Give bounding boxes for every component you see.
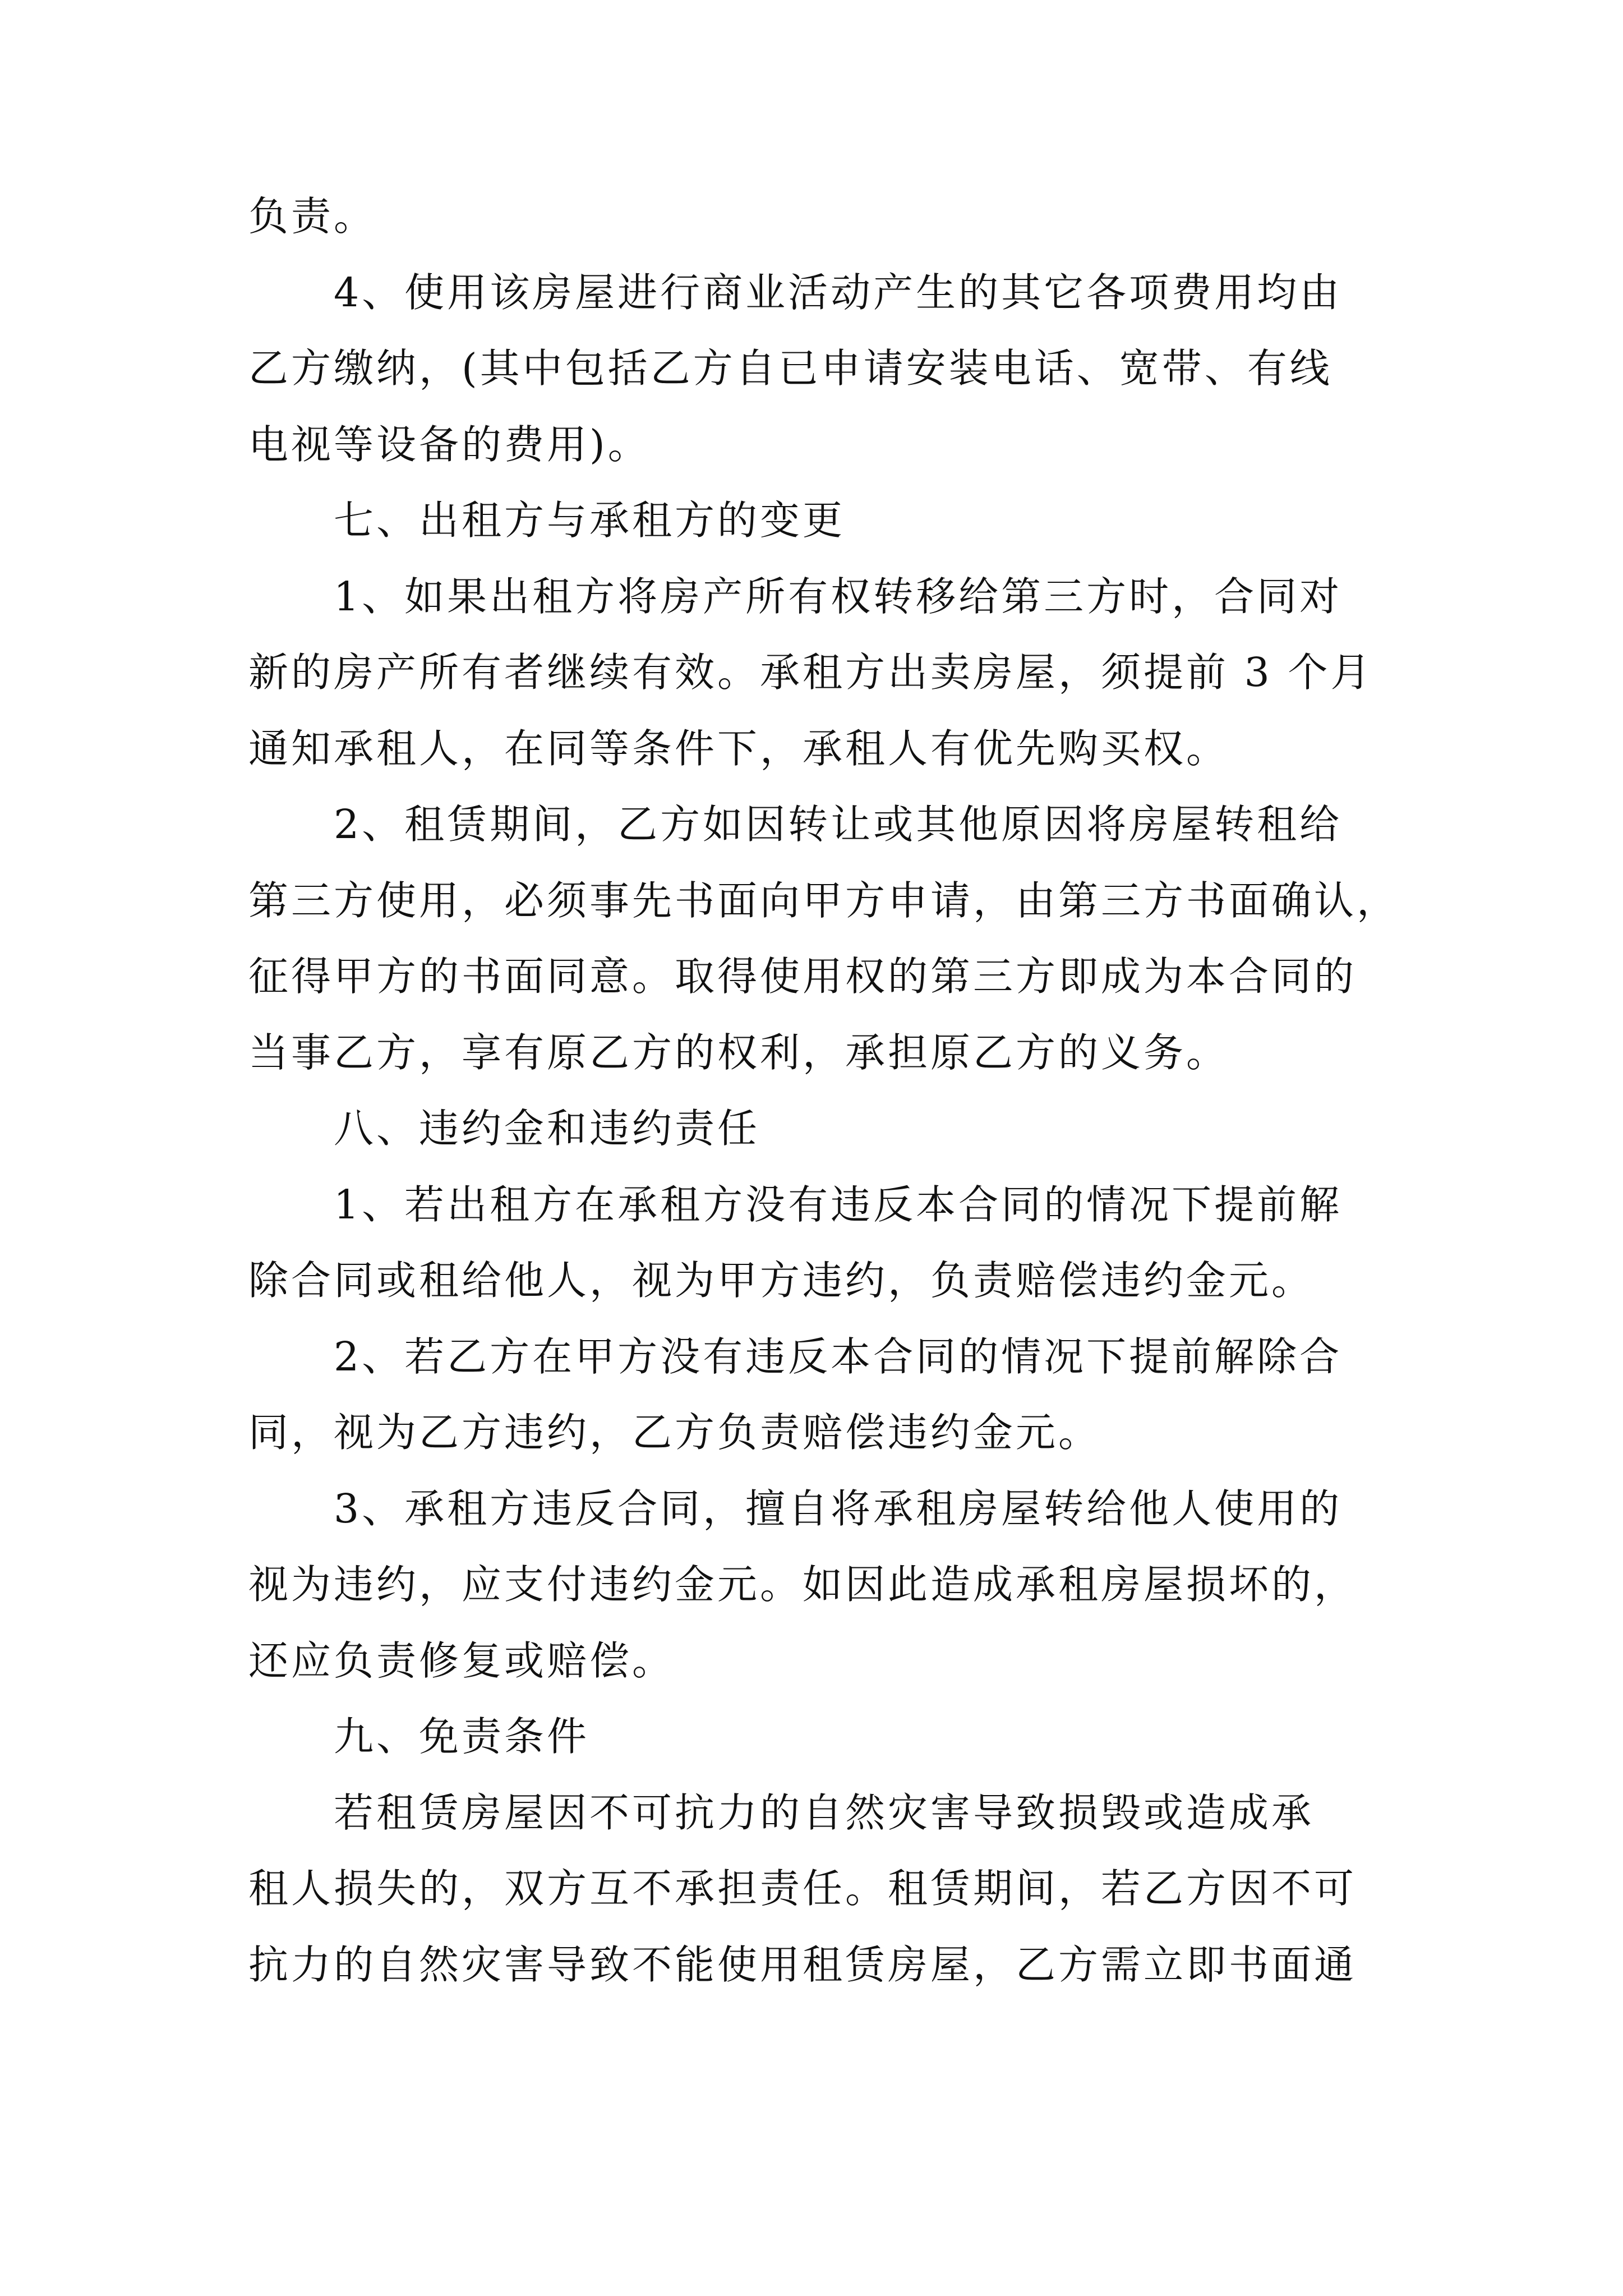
text-line: 负责。: [248, 193, 377, 240]
text-line: 电视等设备的费用)。: [248, 421, 651, 468]
text-line: 若租赁房屋因不可抗力的自然灾害导致损毁或造成承: [334, 1789, 1315, 1836]
text-line: 租人损失的，双方互不承担责任。租赁期间，若乙方因不可: [248, 1865, 1357, 1912]
text-line: 征得甲方的书面同意。取得使用权的第三方即成为本合同的: [248, 953, 1357, 1000]
text-line: 4、使用该房屋进行商业活动产生的其它各项费用均由: [334, 269, 1343, 316]
text-line: 除合同或租给他人，视为甲方违约，负责赔偿违约金元。: [248, 1257, 1315, 1304]
section-heading: 七、出租方与承租方的变更: [334, 497, 846, 544]
text-line: 乙方缴纳，(其中包括乙方自已申请安装电话、宽带、有线: [248, 345, 1332, 392]
text-line: 视为违约，应支付违约金元。如因此造成承租房屋损坏的，: [248, 1561, 1357, 1608]
text-line: 抗力的自然灾害导致不能使用租赁房屋，乙方需立即书面通: [248, 1941, 1357, 1988]
text-line: 通知承租人，在同等条件下，承租人有优先购买权。: [248, 725, 1229, 772]
text-line: 新的房产所有者继续有效。承租方出卖房屋，须提前 3 个月: [248, 649, 1373, 696]
text-line: 1、若出租方在承租方没有违反本合同的情况下提前解: [334, 1181, 1343, 1228]
text-line: 2、租赁期间，乙方如因转让或其他原因将房屋转租给: [334, 801, 1343, 848]
text-line: 1、如果出租方将房产所有权转移给第三方时，合同对: [334, 573, 1343, 620]
text-line: 还应负责修复或赔偿。: [248, 1637, 675, 1684]
text-line: 3、承租方违反合同，擅自将承租房屋转给他人使用的: [334, 1485, 1343, 1532]
section-heading: 九、免责条件: [334, 1713, 590, 1760]
contract-body-text: [248, 178, 1400, 2003]
text-line: 当事乙方，享有原乙方的权利，承担原乙方的义务。: [248, 1029, 1229, 1076]
text-line: 2、若乙方在甲方没有违反本合同的情况下提前解除合: [334, 1333, 1343, 1380]
text-line: 同，视为乙方违约，乙方负责赔偿违约金元。: [248, 1409, 1101, 1456]
section-heading: 八、违约金和违约责任: [334, 1105, 760, 1152]
text-line: 第三方使用，必须事先书面向甲方申请，由第三方书面确认，: [248, 877, 1400, 924]
